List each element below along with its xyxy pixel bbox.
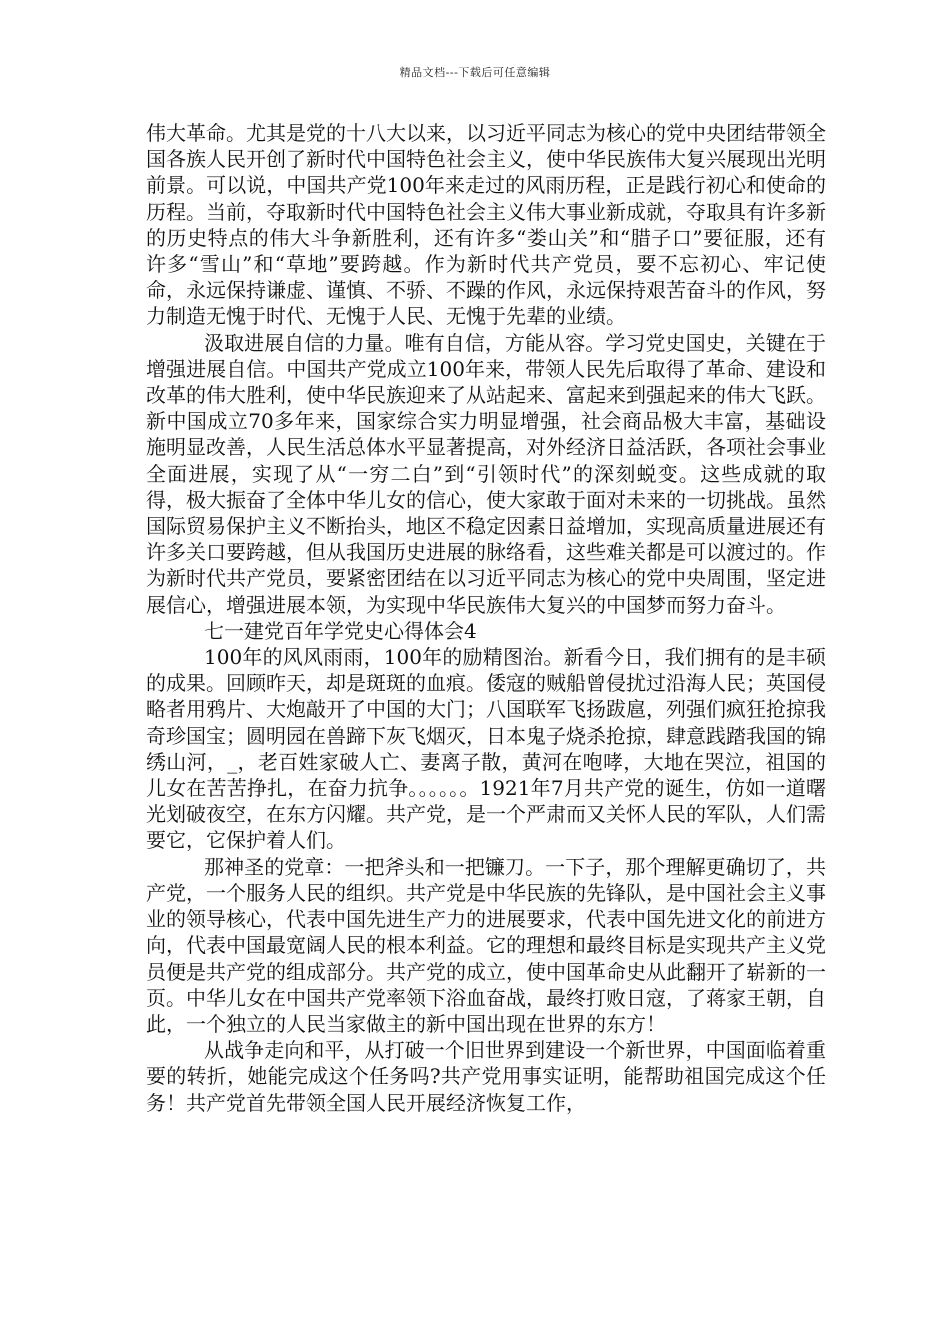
page-header: 精品文档---下载后可任意编辑: [399, 66, 551, 79]
paragraph-4: 那神圣的党章：一把斧头和一把镰刀。一下子，那个理解更确切了，共产党，一个服务人民的组织。共产党是中华民族的先锋队，是中国社会主义事业的领导核心，代表中国先进生产力的进展要求，代表中国先进文化的前进方向，代表中国最宽阔人民的根本利益。它的理想和最终目标是实现共产主义党员便是共产党的组成部分。共产党的成立，使中国革命史从此翻开了崭新的一页。中华儿女在中国共产党率领下浴血奋战，最终打败日寇，了蒋家王朝，自此，一个独立的人民当家做主的新中国出现在世界的东方！: [146, 854, 826, 1036]
paragraph-3: 100年的风风雨雨，100年的励精图治。新看今日，我们拥有的是丰硕的成果。回顾昨天，却是斑斑的血痕。倭寇的贼船曾侵扰过沿海人民；英国侵略者用鸦片、大炮敲开了中国的大门；八国联军飞扬跋扈，列强们疯狂抢掠我奇珍国宝；圆明园在兽蹄下灰飞烟灭，日本鬼子烧杀抢掠，肆意践踏我国的锦绣山河，_，老百姓家破人亡、妻离子散，黄河在咆哮，大地在哭泣，祖国的儿女在苦苦挣扎，在奋力抗争。。。。。。1921年7月共产党的诞生，仿如一道曙光划破夜空，在东方闪耀。共产党，是一个严肃而又关怀人民的军队，人们需要它，它保护着人们。: [146, 645, 826, 853]
document-body: [146, 120, 826, 1116]
paragraph-2: 汲取进展自信的力量。唯有自信，方能从容。学习党史国史，关键在于增强进展自信。中国共产党成立100年来，带领人民先后取得了革命、建设和改革的伟大胜利，使中华民族迎来了从站起来、富起来到强起来的伟大飞跃。新中国成立70多年来，国家综合实力明显增强，社会商品极大丰富，基础设施明显改善，人民生活总体水平显著提高，对外经济日益活跃，各项社会事业全面进展，实现了从“一穷二白”到“引领时代”的深刻蜕变。这些成就的取得，极大振奋了全体中华儿女的信心，使大家敢于面对未来的一切挑战。虽然国际贸易保护主义不断抬头，地区不稳定因素日益增加，实现高质量进展还有许多关口要跨越，但从我国历史进展的脉络看，这些难关都是可以渡过的。作为新时代共产党员，要紧密团结在以习近平同志为核心的党中央周围，坚定进展信心，增强进展本领，为实现中华民族伟大复兴的中国梦而努力奋斗。: [146, 330, 826, 617]
paragraph-5: 从战争走向和平，从打破一个旧世界到建设一个新世界，中国面临着重要的转折，她能完成这个任务吗?共产党用事实证明，能帮助祖国完成这个任务！共产党首先带领全国人民开展经济恢复工作，: [146, 1038, 826, 1115]
section-heading: 七一建党百年学党史心得体会4: [204, 618, 477, 643]
paragraph-1: 伟大革命。尤其是党的十八大以来，以习近平同志为核心的党中央团结带领全国各族人民开创了新时代中国特色社会主义，使中华民族伟大复兴展现出光明前景。可以说，中国共产党100年来走过的风雨历程，正是践行初心和使命的历程。当前，夺取新时代中国特色社会主义伟大事业新成就，夺取具有许多新的历史特点的伟大斗争新胜利，还有许多“娄山关”和“腊子口”要征服，还有许多“雪山”和“草地”要跨越。作为新时代共产党员，要不忘初心、牢记使命，永远保持谦虚、谨慎、不骄、不躁的作风，永远保持艰苦奋斗的作风，努力制造无愧于时代、无愧于人民、无愧于先辈的业绩。: [146, 121, 826, 329]
